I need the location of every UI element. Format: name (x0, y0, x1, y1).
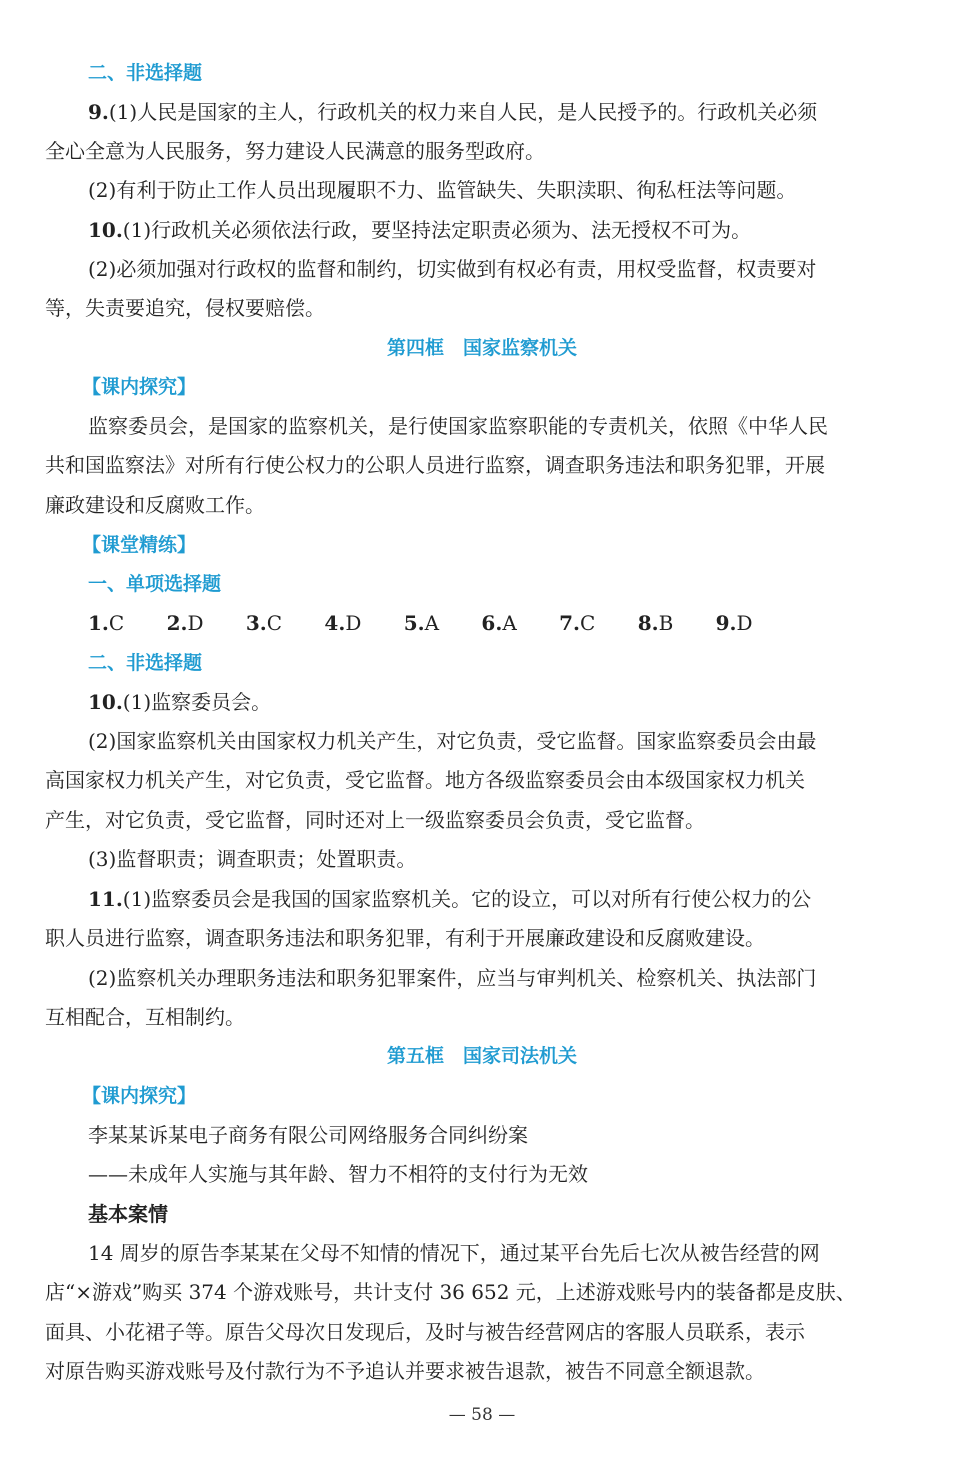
answer-10-line-2: (2)必须加强对行政权的监督和制约，切实做到有权必有责，用权受监督，权责要对 (88, 257, 817, 281)
practice-11-line-4: 互相配合，互相制约。 (45, 1005, 245, 1029)
answer-text: (1)人民是国家的主人，行政机关的权力来自人民，是人民授予的。行政机关必须 (108, 100, 818, 124)
practice-heading: 【课堂精练】 (82, 534, 197, 556)
case-title: 李某某诉某电子商务有限公司网络服务合同纠纷案 (88, 1123, 528, 1147)
case-line-3: 面具、小花裙子等。原告父母次日发现后，及时与被告经营网店的客服人员联系，表示 (45, 1320, 805, 1344)
mc-answer: 5.A (403, 611, 440, 635)
mc-answer: 4.D (324, 611, 362, 635)
answer-text: (1)监察委员会是我国的国家监察机关。它的设立，可以对所有行使公权力的公 (122, 887, 812, 911)
explore-heading-2: 【课内探究】 (82, 1085, 197, 1107)
answer-9-line-1 (88, 99, 817, 125)
mc-answer: 3.C (245, 611, 283, 635)
question-number: 9. (88, 100, 109, 124)
practice-10-line-1 (88, 689, 271, 715)
explore-heading: 【课内探究】 (82, 376, 197, 398)
answer-10-line-3: 等，失责要追究，侵权要赔偿。 (45, 296, 325, 320)
section-heading-single-choice: 一、单项选择题 (88, 573, 222, 595)
practice-10-line-4: 产生，对它负责，受它监督，同时还对上一级监察委员会负责，受它监督。 (45, 808, 705, 832)
question-number: 11. (88, 887, 123, 911)
answer-9-line-2: 全心全意为人民服务，努力建设人民满意的服务型政府。 (45, 139, 545, 163)
practice-11-line-1 (88, 886, 811, 912)
answer-text: (1)监察委员会。 (122, 690, 272, 714)
answer-text: (1)行政机关必须依法行政，要坚持法定职责必须为、法无授权不可为。 (122, 218, 752, 242)
case-basic-heading: 基本案情 (88, 1202, 168, 1226)
answer-9-line-3: (2)有利于防止工作人员出现履职不力、监管缺失、失职渎职、徇私枉法等问题。 (88, 178, 797, 202)
mc-answer: 2.D (166, 611, 204, 635)
explore4-line-1: 监察委员会，是国家的监察机关，是行使国家监察职能的专责机关，依照《中华人民 (88, 414, 828, 438)
practice-11-line-3: (2)监察机关办理职务违法和职务犯罪案件，应当与审判机关、检察机关、执法部门 (88, 966, 817, 990)
mc-answer-row (88, 610, 789, 636)
mc-answer: 1.C (88, 611, 125, 635)
explore4-line-2: 共和国监察法》对所有行使公权力的公职人员进行监察，调查职务违法和职务犯罪，开展 (45, 453, 825, 477)
mc-answer: 8.B (637, 611, 674, 635)
case-line-2: 店“×游戏”购买 374 个游戏账号，共计支付 36 652 元，上述游戏账号内的装备都是皮肤、 (45, 1280, 856, 1304)
case-subtitle: ——未成年人实施与其年龄、智力不相符的支付行为无效 (88, 1162, 588, 1186)
page-number: — 58 — (448, 1405, 516, 1425)
frame4-title: 第四框 国家监察机关 (386, 337, 577, 359)
practice-10-line-5: (3)监督职责；调查职责；处置职责。 (88, 847, 417, 871)
section-heading-nonchoice-2: 二、非选择题 (88, 652, 203, 674)
case-line-4: 对原告购买游戏账号及付款行为不予追认并要求被告退款，被告不同意全额退款。 (45, 1359, 765, 1383)
explore4-line-3: 廉政建设和反腐败工作。 (45, 493, 265, 517)
mc-answer: 7.C (559, 611, 596, 635)
practice-10-line-3: 高国家权力机关产生，对它负责，受它监督。地方各级监察委员会由本级国家权力机关 (45, 768, 805, 792)
practice-11-line-2: 职人员进行监察，调查职务违法和职务犯罪，有利于开展廉政建设和反腐败建设。 (45, 926, 765, 950)
frame5-title: 第五框 国家司法机关 (386, 1045, 577, 1067)
answer-10-line-1 (88, 217, 751, 243)
practice-10-line-2: (2)国家监察机关由国家权力机关产生，对它负责，受它监督。国家监察委员会由最 (88, 729, 817, 753)
question-number: 10. (88, 690, 123, 714)
mc-answer: 9.D (715, 611, 753, 635)
mc-answer: 6.A (481, 611, 517, 635)
section-heading-nonchoice: 二、非选择题 (88, 62, 203, 84)
question-number: 10. (88, 218, 123, 242)
case-line-1: 14 周岁的原告李某某在父母不知情的情况下，通过某平台先后七次从被告经营的网 (88, 1241, 820, 1265)
